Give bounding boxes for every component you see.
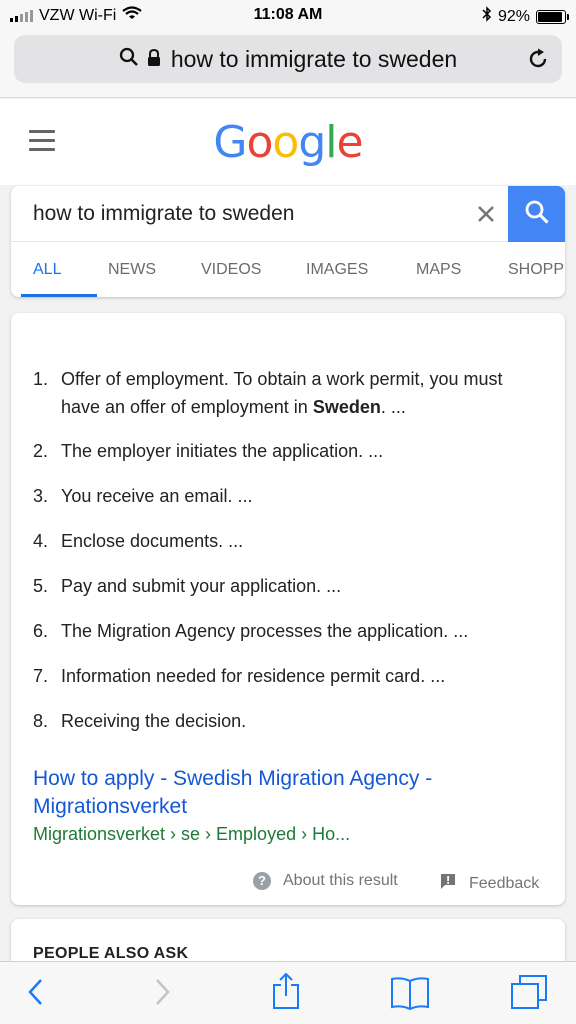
search-button[interactable] (508, 186, 565, 242)
google-logo[interactable] (0, 117, 576, 168)
feedback-label: Feedback (469, 874, 540, 892)
list-item: 1. Offer of employment. To obtain a work permit, you must have an offer of employment in Sweden. ... (33, 369, 503, 417)
search-query-text: how to immigrate to sweden (33, 202, 295, 225)
lock-icon (147, 46, 161, 73)
url-text: how to immigrate to sweden (170, 45, 458, 72)
bookmarks-icon[interactable] (390, 976, 430, 1015)
logo-letter: e (336, 117, 363, 168)
back-icon[interactable] (24, 976, 48, 1013)
status-bar (0, 0, 576, 30)
tab-videos[interactable]: VIDEOS (201, 261, 262, 278)
list-item: 8. Receiving the decision. (33, 711, 247, 731)
logo-letter: g (298, 117, 326, 168)
search-icon (524, 199, 550, 230)
people-also-ask-heading: PEOPLE ALSO ASK (33, 945, 189, 961)
tabs-icon[interactable] (510, 974, 548, 1015)
safari-url-bar-area (0, 30, 576, 98)
forward-icon[interactable] (150, 976, 174, 1013)
web-page (0, 99, 576, 961)
tab-shopping[interactable]: SHOPP (508, 261, 565, 278)
feedback-button[interactable] (439, 872, 539, 895)
tab-maps[interactable]: MAPS (416, 261, 462, 278)
logo-letter: o (272, 117, 299, 168)
battery-fill (538, 12, 562, 22)
status-right (482, 6, 566, 27)
tab-all[interactable]: ALL (33, 261, 62, 278)
about-this-result-button[interactable] (253, 872, 398, 890)
list-item: 5. Pay and submit your application. ... (33, 576, 342, 596)
tab-news[interactable]: NEWS (108, 261, 156, 278)
bold-keyword: Sweden (312, 397, 381, 417)
status-time: 11:08 AM (253, 6, 323, 23)
list-item: 4. Enclose documents. ... (33, 531, 244, 551)
search-box-card (11, 186, 565, 297)
clear-icon[interactable] (477, 200, 495, 227)
safari-toolbar (0, 961, 576, 1024)
featured-snippet-card (11, 313, 565, 905)
result-breadcrumb[interactable]: Migrationsverket › se › Employed › Ho... (33, 824, 351, 844)
people-also-ask-card (11, 919, 565, 961)
search-tabs (11, 243, 565, 297)
logo-letter: l (325, 117, 337, 168)
steps-list (33, 365, 533, 735)
logo-letter: o (246, 117, 273, 168)
search-input[interactable] (11, 186, 565, 242)
address-bar[interactable] (14, 35, 562, 83)
active-tab-indicator (21, 294, 97, 297)
list-item: 2. The employer initiates the application. ... (33, 441, 384, 461)
list-item: 3. You receive an email. ... (33, 486, 253, 506)
tab-images[interactable]: IMAGES (306, 261, 369, 278)
bluetooth-icon (482, 6, 492, 27)
help-icon: ? (253, 872, 271, 890)
feedback-icon (439, 872, 457, 895)
list-item: 6. The Migration Agency processes the application. ... (33, 621, 469, 641)
logo-letter: G (213, 117, 247, 168)
google-header (0, 99, 576, 185)
about-label: About this result (283, 872, 398, 889)
reload-icon[interactable] (526, 47, 550, 77)
share-icon[interactable] (270, 972, 302, 1015)
carrier-label: VZW Wi-Fi (39, 6, 117, 24)
battery-percent: 92% (497, 7, 530, 25)
search-icon (119, 46, 139, 73)
battery-icon (536, 10, 566, 24)
list-item: 7. Information needed for residence permit card. ... (33, 666, 446, 686)
result-title-link[interactable]: How to apply - Swedish Migration Agency - Migrationsverket (33, 767, 433, 818)
